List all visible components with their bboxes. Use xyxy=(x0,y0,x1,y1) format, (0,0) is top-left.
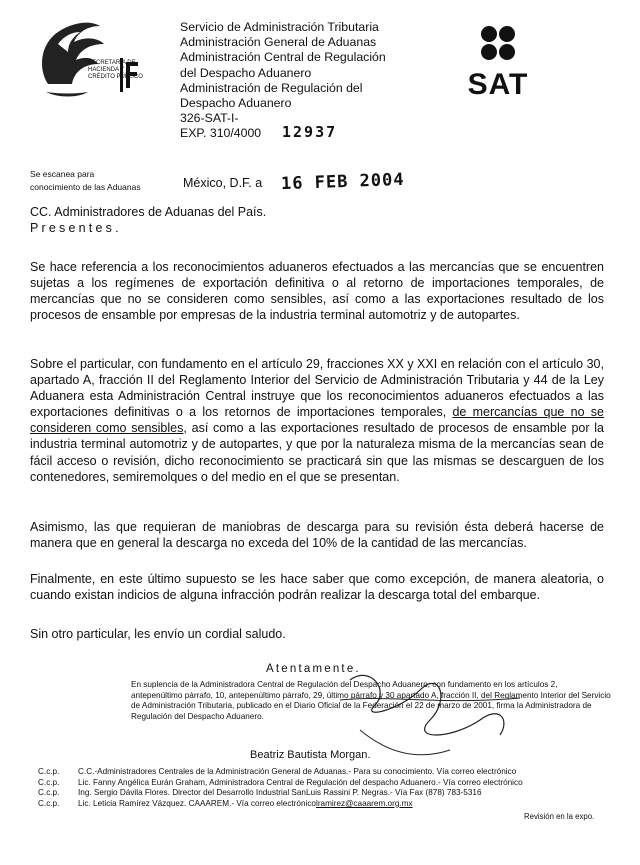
ccp-text: C.C.-Administradores Centrales de la Administración General de Aduanas.- Para su conocimiento. Vía correo electrónico xyxy=(78,767,517,776)
header-line: Administración Central de Regulación xyxy=(180,50,386,65)
addressee xyxy=(30,204,266,236)
addressee-line: CC. Administradores de Aduanas del País. xyxy=(30,205,267,219)
body-paragraph-2 xyxy=(30,356,604,485)
sat-logo-icon xyxy=(450,22,562,100)
header-line: del Despacho Aduanero xyxy=(180,65,312,80)
body-paragraph-3: Asimismo, las que requieran de maniobras de descarga para su revisión ésta deberá hacerse de manera que en general la descarga no exceda del 10% de la cantidad de las mercancías. xyxy=(30,520,604,551)
addressee-greeting: Presentes. xyxy=(30,221,122,235)
header-line: Servicio de Administración Tributaria xyxy=(180,20,379,34)
header-line: EXP. 310/4000 xyxy=(180,126,262,141)
ccp-list xyxy=(38,767,523,809)
ccp-row xyxy=(38,767,523,778)
office-number-stamp: 12937 xyxy=(282,123,338,141)
scan-note-line: conocimiento de las Aduanas xyxy=(30,182,141,192)
paragraph-text: Sobre el particular, con fundamento en el artículo 29, fracciones XX y XXI en relación con el artículo 30, apartado A, fracción II del Reglamento Interior del Servicio de Administración Tributaria y 44 de la Ley Aduanera esta Administración Central instruye que los reconocimientos aduaneros efectuados a las exportaciones definitivas o a los retornos de importaciones temporales, xyxy=(30,357,604,420)
paragraph-text: , así como a las exportaciones resultado de procesos de ensamble por la industria terminal automotriz y de autopartes, y que por la naturaleza misma de la mercancías sean de fácil acceso o revisión, dicho reconocimiento se practicará sin que las mismas se descarguen de los contenedores, semiremolques o del medio en el que se presentan. xyxy=(30,421,605,484)
date-stamp: 16 FEB 2004 xyxy=(280,169,405,195)
ccp-row xyxy=(38,778,523,789)
ccp-label: C.c.p. xyxy=(38,788,60,798)
suplencia-note: En suplencia de la Administradora Central de Regulación del Despacho Aduanero, con fundamento en los artículos 2, antepenúltimo párrafo, 10, antepenúltimo párrafo, 29, último párrafo y 30 apartado A, fracción II, del Reglamento Interior del Servicio de Administración Tributaria, publicado en el Diario Oficial de la Federación el 22 de marzo de 2001, firma la Administradora de Regulación del Despacho Aduanero. xyxy=(131,680,611,721)
sat-logo-text: SAT xyxy=(467,68,529,100)
ccp-text: Ing. Sergio Dávila Flores. Director del Desarrollo Industrial SanLuis Rassini P. Negras.- Vía Fax (878) 783-5316 xyxy=(78,788,482,798)
ccp-row xyxy=(38,788,523,799)
closing: Atentamente. xyxy=(266,663,361,675)
signer-name: Beatriz Bautista Morgan. xyxy=(250,749,371,761)
revision-note: Revisión en la expo. xyxy=(524,812,595,821)
body-paragraph-4: Finalmente, en este último supuesto se les hace saber que como excepción, de manera aleatoria, o cuando existan indicios de alguna infracción podrán realizar la descarga total del embarque. xyxy=(30,572,604,603)
emblem-caption xyxy=(88,60,143,81)
ccp-label: C.c.p. xyxy=(38,777,60,787)
ccp-label: C.c.p. xyxy=(38,798,60,808)
body-paragraph-1: Se hace referencia a los reconocimientos aduaneros efectuados a las mercancías que se encuentren sujetas a los regímenes de exportación definitiva o al retorno de importaciones temporales, de mercancías que no se consideren como sensibles, así como a las exportaciones resultado de los procesos de ensamble por empresas de la industria terminal automotriz y de autopartes. xyxy=(30,260,604,323)
email-link[interactable]: lramirez@caaarem.org.mx xyxy=(316,798,413,808)
body-paragraph-5: Sin otro particular, les envío un cordial saludo. xyxy=(30,627,286,641)
scan-note-line: Se escanea para xyxy=(30,169,95,179)
underlined-text: de mercancías que no se consideren como sensibles xyxy=(30,405,604,436)
emblem-line: HACIENDA Y xyxy=(88,67,125,73)
place-label: México, D.F. a xyxy=(183,176,263,190)
header-line: Administración de Regulación del xyxy=(180,80,363,95)
emblem-line: SECRETARÍA DE xyxy=(88,60,136,66)
ccp-text: Lic. Fanny Angélica Eurán Graham, Administradora Central de Regulación del despacho Aduanero.- Vía correo electrónico xyxy=(78,777,523,787)
shcp-emblem-icon xyxy=(28,14,148,104)
ccp-row xyxy=(38,799,523,810)
emblem-line: CRÉDITO PÚBLICO xyxy=(88,74,143,80)
ccp-label: C.c.p. xyxy=(38,767,60,776)
scan-note xyxy=(30,168,141,194)
header-line: Despacho Aduanero xyxy=(180,96,292,111)
ccp-text: Lic. Leticia Ramírez Vázquez. CAAAREM.- Vía correo electrónico xyxy=(78,798,316,808)
header-line: Administración General de Aduanas xyxy=(180,35,377,50)
header-line: 326-SAT-I- xyxy=(180,111,239,126)
